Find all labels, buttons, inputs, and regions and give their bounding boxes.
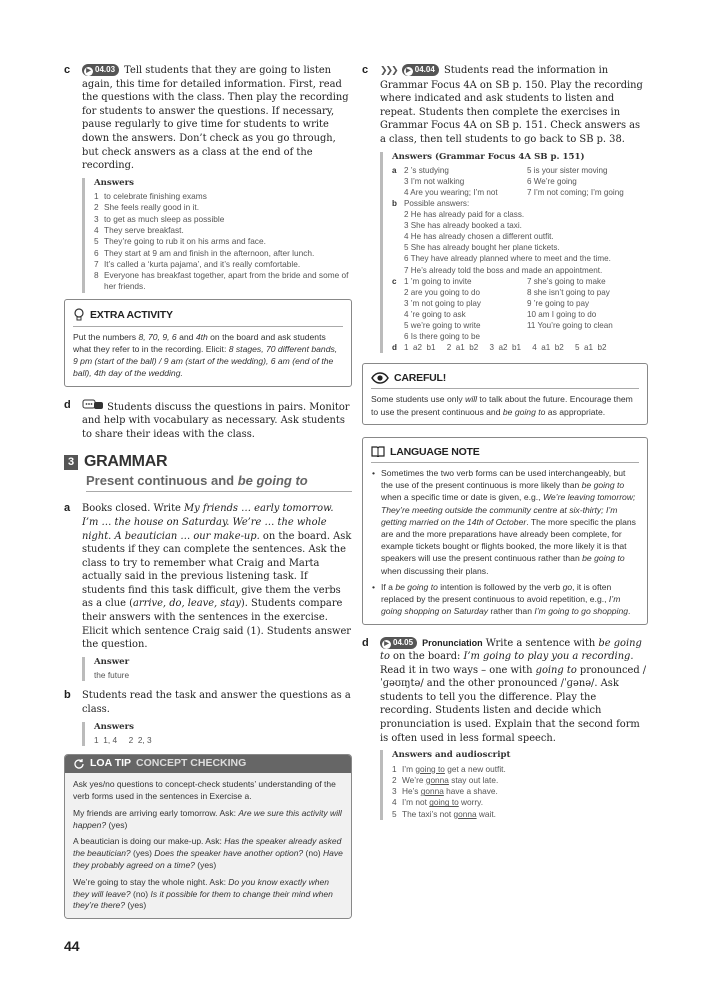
answer-item: 6 They have already planned where to meet and the time.	[404, 254, 611, 264]
loa-subtitle: CONCEPT CHECKING	[136, 757, 247, 770]
answer-item: 5 The taxi’s not gonna wait.	[392, 808, 496, 819]
answer-part-label	[392, 309, 402, 320]
extra-activity-box	[64, 299, 352, 387]
underlined-form: gonna	[425, 774, 449, 785]
answers-title: Answers and audioscript	[392, 750, 511, 761]
answer-item: 4 I’m not going to worry.	[392, 797, 484, 808]
answers-part-a	[392, 165, 648, 198]
answer-number: 1	[94, 191, 99, 202]
answer-part-label	[392, 176, 402, 187]
book-icon	[371, 446, 385, 457]
left-column	[64, 64, 352, 919]
loa-tip-box	[64, 754, 352, 919]
answer-number: 7	[94, 258, 99, 269]
answers-title: Answers	[94, 721, 134, 732]
exercise-label: Pronunciation	[422, 637, 483, 648]
answer-part-label	[392, 298, 402, 309]
exercise-letter: c	[362, 64, 369, 76]
exercise-c-left	[64, 64, 352, 293]
fast-forward-icon: ❯❯❯	[380, 66, 397, 76]
answer-item	[94, 202, 352, 213]
answer-part-label: b	[392, 198, 397, 208]
box-title: CAREFUL!	[394, 372, 447, 385]
underlined-form: gonna	[420, 786, 444, 797]
answer-part-label	[392, 242, 402, 253]
loa-paragraph: We’re going to stay the whole night. Ask: Do you know exactly when they will leave? (no) Is it possible for them to change their mind when they’re there? (yes)	[73, 876, 333, 911]
answer-text: to celebrate finishing exams	[104, 191, 207, 202]
play-icon[interactable]: ▶	[404, 67, 413, 76]
answer-item: 4 ’re going to ask	[404, 309, 466, 319]
answers-list	[392, 764, 648, 820]
exercise-d-left	[64, 399, 352, 442]
answer-item: 2 He has already paid for a class.	[404, 210, 525, 220]
answer-text: They serve breakfast.	[104, 224, 184, 235]
box-title: LANGUAGE NOTE	[390, 445, 480, 458]
section-title: GRAMMAR	[84, 453, 168, 471]
section-subtitle: Present continuous and be going to	[86, 473, 352, 492]
loa-title: LOA TIP	[90, 757, 132, 770]
answer-item: 8 she isn’t going to pay	[527, 287, 610, 297]
careful-box	[362, 363, 648, 425]
answer-item	[94, 270, 352, 293]
answer-text: to get as much sleep as possible	[104, 213, 225, 224]
answer-item: 6 We’re going	[527, 176, 577, 186]
answer-part-label	[392, 209, 402, 220]
exercise-letter: b	[64, 689, 71, 702]
answer-item: 2 ’s studying	[404, 165, 449, 175]
underlined-form: gonna	[453, 808, 477, 819]
answers-box	[380, 152, 648, 354]
section-number: 3	[64, 455, 78, 470]
answers-box	[380, 750, 648, 820]
play-icon[interactable]: ▶	[84, 67, 93, 76]
answer-item: 4 He has already chosen a different outfit.	[404, 232, 554, 242]
answer-item: 7 she’s going to make	[527, 276, 606, 286]
answers-title: Answers	[94, 177, 134, 188]
answer-text: They’re going to rub it on his arms and face.	[104, 236, 266, 247]
answer-item: 3 ’m not going to play	[404, 298, 481, 308]
answer-item	[527, 331, 648, 342]
audio-track-badge[interactable]: ▶ 04.04	[402, 64, 439, 76]
answer-item: 2 are you going to do	[404, 287, 481, 297]
section-heading	[64, 453, 352, 471]
answer-number: 5	[392, 808, 397, 819]
answer-number: 4	[94, 224, 99, 235]
exercise-letter: d	[362, 636, 369, 649]
answer-subhead: Possible answers:	[404, 198, 470, 208]
answer-item: 5 She has already bought her plane tickets.	[404, 243, 560, 253]
answer-item: 5 is your sister moving	[527, 165, 608, 175]
answer-item: 6 Is there going to be	[404, 332, 481, 342]
instruction-text: Tell students that they are going to listen again, this time for detailed information. First, read the questions with the class. Then play the recording for students to answer the questions. If necessary, pause regularly to give time for students to write down the answers. Don’t check as you go through, but check answers as a class at the end of the recording.	[82, 65, 349, 172]
answer-text: They start at 9 am and finish in the afternoon, after lunch.	[104, 247, 315, 258]
answer-item: 1 ’m going to invite	[404, 276, 472, 286]
answer-item: 1 I’m going to get a new outfit.	[392, 763, 506, 774]
speech-bubble-icon	[82, 399, 104, 411]
answers-list	[94, 191, 352, 293]
instruction-text: Students discuss the questions in pairs. Monitor and help with vocabulary as necessary. Ask students to share their ideas with the class.	[82, 401, 350, 440]
loa-paragraph: A beautician is doing our make-up. Ask: Has the speaker already asked the beautician? (yes) Does the speaker have another option? (no) Have they probably agreed on a time? (yes)	[73, 836, 343, 870]
language-note-box	[362, 437, 648, 625]
loa-paragraph: Ask yes/no questions to concept-check students’ understanding of the verb forms used in the sentences in Exercise a.	[73, 779, 336, 802]
exercise-letter: a	[64, 502, 71, 515]
lightbulb-icon	[73, 308, 85, 322]
answer-box	[82, 657, 352, 682]
answers-title: Answers (Grammar Focus 4A SB p. 151)	[392, 151, 585, 162]
answer-part-label	[392, 220, 402, 231]
box-title: EXTRA ACTIVITY	[90, 308, 173, 321]
loa-paragraph: My friends are arriving early tomorrow. Ask: Are we sure this activity will happen? (yes)	[73, 807, 342, 830]
answers-part-d: d 1 a2 b1 2 a1 b2 3 a2 b1 4 a1 b2 5 a1 b2	[392, 343, 607, 353]
exercise-d-right: d ▶ 04.05 Pronunciation Write a sentence with be going to on the board: I’m going to play you a recording. Read it in two ways – one with going to pronounced /ˈɡəʊɪŋtə/ and the other pronounced /ˈɡənə/. Ask students to tell you the difference. Play the recording. Students listen and decide which pronunciation is used. Explain that the second form is often used in less formal speech. Answers and audioscript 1 I’m going to get a new outfit. 2 We’re gonna stay out late. 3 He’s gonna have a shave. 4 I’m not going to worry. 5 The taxi’s not gonna wait.	[362, 636, 647, 819]
answer-part-label	[392, 231, 402, 242]
careful-text: Some students use only will to talk about the future. Encourage them to use the present continuous and be going to as appropriate.	[371, 394, 633, 417]
answer-part-label	[392, 287, 402, 298]
answer-item: 7 I’m not coming; I’m going	[527, 187, 624, 197]
answer-title: Answer	[94, 656, 130, 667]
answer-text: It’s called a ‘kurta pajama’, and it’s really comfortable.	[104, 258, 301, 269]
eye-icon	[371, 372, 389, 384]
answer-part-label	[392, 253, 402, 264]
answer-item	[94, 236, 352, 247]
answer-item: 3 I’m not walking	[404, 176, 465, 186]
answer-item	[94, 191, 352, 202]
answer-part-label	[392, 265, 402, 276]
answer-part-label	[392, 320, 402, 331]
underlined-form: going to	[429, 797, 459, 808]
play-icon[interactable]: ▶	[382, 640, 391, 649]
answer-text: She feels really good in it.	[104, 202, 200, 213]
answer-number: 3	[94, 213, 99, 224]
answers-part-b	[392, 198, 648, 276]
answer-item: 9 ’re going to pay	[527, 298, 590, 308]
extra-activity-text: Put the numbers 8, 70, 9, 6 and 4th on the board and ask students what they refer to in the recording. Elicit: 8 stages, 70 different bands, 9 pm (start of the ball) / 9 am (start of the wedding), 6 am (end of the ball), 4th day of the wedding.	[73, 331, 338, 379]
answer-item: 3 He’s gonna have a shave.	[392, 786, 498, 797]
answer-item: 5 we’re going to write	[404, 320, 481, 330]
note-bullet: • If a be going to intention is followed by the verb go, it is often replaced by the present continuous to avoid repetition, e.g., I’m going shopping on Saturday rather than I’m going to go shopping.	[371, 581, 639, 618]
exercise-a: a Books closed. Write My friends … early tomorrow. I’m … the house on Saturday. We’re … the whole night. A beautician … our make-up. on the board. Ask students if they can complete the sentences. Ask the class to try to remember what Craig and Marta actually said in the previous listening task. If students find this task difficult, give them the verbs as a clue (arrive, do, leave, stay). Students compare their answers with the sentences in the exercise. Elicit which sentence Craig said (1). Students answer the question. Answer the future	[64, 502, 352, 681]
answer-number: 1	[392, 763, 397, 774]
answer-part-label	[392, 187, 402, 198]
answer-item: 7 He’s already told the boss and made an appointment.	[404, 265, 603, 275]
answer-number: 8	[94, 270, 99, 281]
answer-item: 10 am I going to do	[527, 309, 597, 319]
answer-item	[94, 214, 352, 225]
note-bullet: • Sometimes the two verb forms can be used interchangeably, but the use of the present continuous is more likely than be going to when a specific time or date is given, e.g., We’re leaving tomorrow; They’re meeting outside the community centre at six-thirty; I’m getting married on the 14th of October. The more specific the plans are and the more preparations have already been complete, for example tickets bought or flights booked, the more likely it is that speakers will use the present continuous rather than be going to when discussing their plans.	[371, 467, 639, 577]
exercise-b	[64, 689, 352, 746]
refresh-icon	[73, 758, 85, 770]
answer-number: 5	[94, 236, 99, 247]
answers-part-c	[392, 276, 648, 343]
answer-item: 2 We’re gonna stay out late.	[392, 774, 499, 785]
audio-track-badge[interactable]: ▶ 04.03	[82, 64, 119, 76]
answer-item: 11 You’re going to clean	[527, 320, 613, 330]
answers-text: 1 1, 4 2 2, 3	[94, 734, 152, 745]
answer-number: 2	[94, 202, 99, 213]
answer-number: 2	[392, 774, 397, 785]
answer-text: Everyone has breakfast together, apart from the bride and some of her friends.	[104, 270, 349, 292]
audio-track-badge[interactable]: ▶ 04.05	[380, 637, 417, 649]
answer-part-label	[392, 331, 402, 342]
answer-item	[94, 225, 352, 236]
exercise-letter: d	[64, 398, 71, 411]
answer-part-label: c	[392, 276, 397, 286]
instruction-text: Students read the task and answer the questions as a class.	[82, 690, 351, 716]
exercise-c-right	[362, 64, 648, 353]
answer-number: 6	[94, 247, 99, 258]
answer-item	[94, 259, 352, 270]
answers-box	[82, 178, 352, 293]
answer-item	[94, 248, 352, 259]
answer-number: 4	[392, 797, 397, 808]
underlined-form: going to	[415, 763, 445, 774]
page-number: 44	[64, 938, 80, 954]
exercise-letter: c	[64, 64, 71, 76]
answer-number: 3	[392, 786, 397, 797]
instruction-text: Students read the information in Grammar Focus 4A on SB p. 150. Play the recording where indicated and ask students to listen and repeat. Students then complete the exercises in Grammar Focus 4A on SB p. 151. Check answers as a class, then tell students to go back to SB p. 38.	[380, 65, 643, 145]
answer-text: the future	[94, 670, 130, 681]
answer-part-label: a	[392, 165, 397, 175]
right-column	[362, 64, 648, 826]
answer-item: 3 She has already booked a taxi.	[404, 221, 522, 231]
answers-box	[82, 722, 352, 747]
answer-item: 4 Are you wearing; I’m not	[404, 187, 498, 197]
